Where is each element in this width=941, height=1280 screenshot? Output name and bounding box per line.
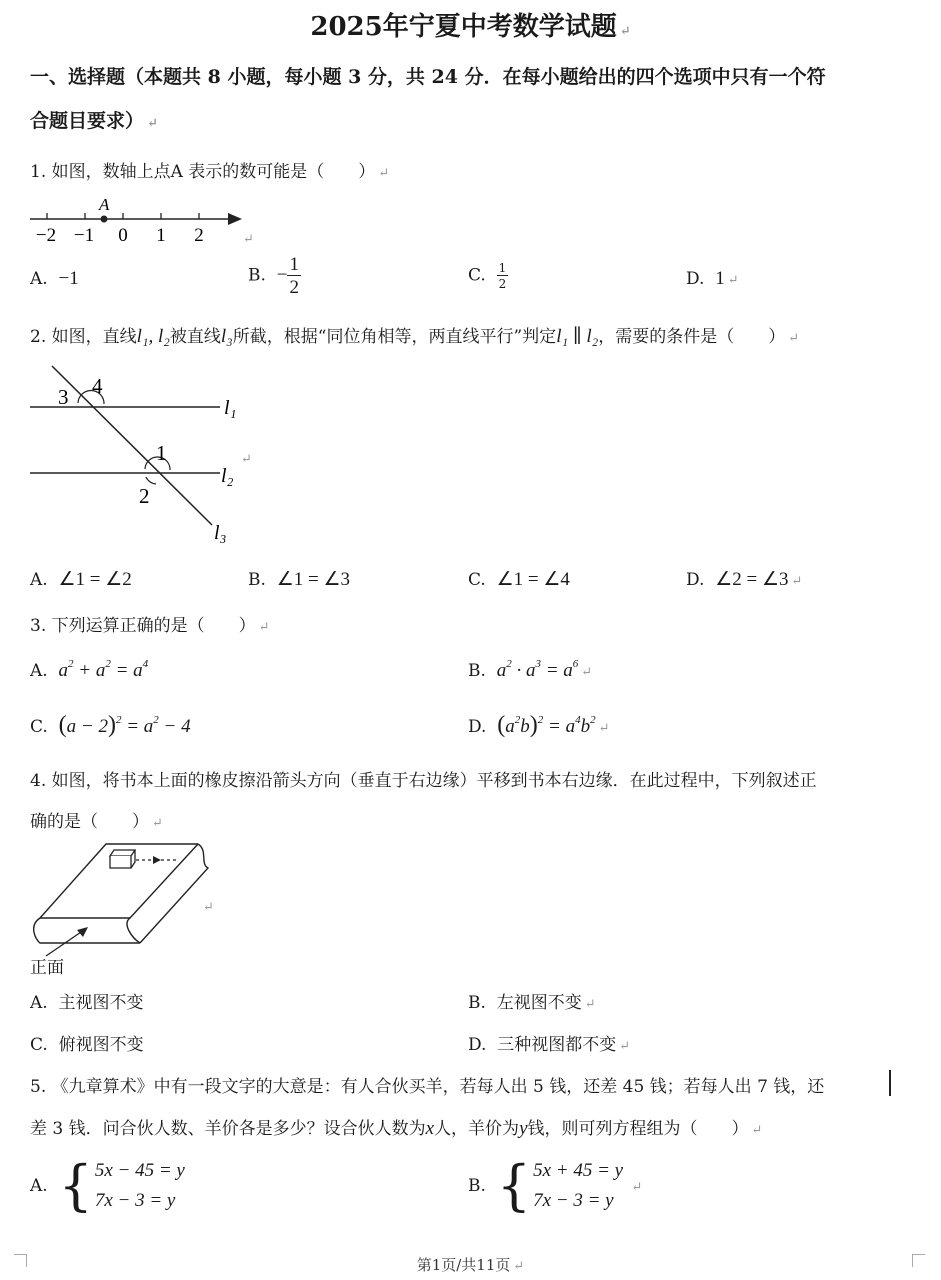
equation-system: { 5x + 45 = y 7x − 3 = y — [496, 1154, 624, 1217]
q2-option-b[interactable]: B. ∠1 = ∠3 — [248, 569, 351, 590]
front-label: 正面 — [30, 958, 64, 978]
question-4-stem-cont: 确的是（ ） ↵ — [30, 812, 163, 832]
line-l3 — [52, 366, 212, 525]
q2-option-c[interactable]: C. ∠1 = ∠4 — [468, 569, 570, 590]
q2-option-a[interactable]: A. ∠1 = ∠2 — [30, 569, 132, 590]
question-5-stem-cont: 差 3 钱．问合伙人数、羊价各是多少？设合伙人数为x人，羊价为y钱，则可列方程组为（ ） ↵ — [30, 1118, 763, 1139]
q3-option-d[interactable]: D. $(a^2b)^2$ = $a^4b^2↵$ — [468, 712, 610, 738]
q5-option-a[interactable]: A. { 5x − 45 = y 7x − 3 = y — [30, 1154, 185, 1217]
number-line-arrow — [228, 213, 242, 225]
q4-option-b[interactable]: B. 左视图不变 ↵ — [468, 993, 596, 1013]
q1-option-b[interactable]: B. − $\frac{1}{2}$ — [248, 254, 299, 298]
return-mark: ↵ — [241, 452, 252, 467]
line-l2-label: l₂ — [221, 465, 234, 487]
question-1-stem: 1. 如图，数轴上点A 表示的数可能是（ ） ↵ — [30, 162, 390, 182]
book-right-side — [140, 844, 208, 943]
question-4-stem: 4. 如图，将书本上面的橡皮擦沿箭头方向（垂直于右边缘）平移到书本右边缘．在此过程中，下列叙述正 — [30, 771, 817, 791]
angle-2-label: 2 — [139, 484, 150, 508]
tick-label: 0 — [118, 225, 128, 246]
eraser-front — [110, 856, 131, 868]
line-l1-label: l₁ — [224, 397, 237, 419]
equation-system: { 5x − 45 = y 7x − 3 = y — [58, 1154, 185, 1217]
page-title: 2025年宁夏中考数学试题 ↵ — [310, 12, 631, 42]
tick-label: 1 — [156, 225, 166, 246]
return-mark: ↵ — [203, 900, 214, 915]
book-front-curve — [127, 918, 140, 943]
tick-label: −1 — [73, 225, 95, 246]
question-2-stem: 2. 如图，直线l₁, l₂被直线l₃所截，根据“同位角相等，两直线平行”判定l₁ ∥ l₂，需要的条件是（ ） ↵ — [30, 326, 800, 347]
point-a — [101, 216, 108, 223]
parallel-lines-figure — [28, 362, 268, 552]
q1-option-c[interactable]: C. $\frac{1}{2}$ — [468, 261, 507, 291]
question-3-stem: 3. 下列运算正确的是（ ） ↵ — [30, 616, 270, 636]
point-a-label: A — [99, 195, 110, 214]
angle-1-label: 1 — [156, 441, 167, 465]
section-heading: 一、选择题（本题共 8 小题，每小题 3 分，共 24 分．在每小题给出的四个选项中只有一个符 — [30, 66, 826, 88]
number-line-figure — [28, 195, 258, 250]
angle-arc — [146, 477, 156, 484]
q1-option-d[interactable]: D. 1 ↵ — [686, 268, 739, 289]
q3-option-b[interactable]: B. $a^2 \cdot a^3$ = $a^6↵$ — [468, 658, 593, 681]
tick-label: 2 — [194, 225, 204, 246]
angle-3-label: 3 — [58, 385, 69, 409]
q5-option-b[interactable]: B. { 5x + 45 = y 7x − 3 = y ↵ — [468, 1154, 643, 1217]
q3-option-a[interactable]: A. $a^2 + a^2 = a^4$ — [30, 658, 149, 681]
q4-option-d[interactable]: D. 三种视图都不变 ↵ — [468, 1035, 631, 1055]
book-front-bottom — [34, 918, 140, 943]
angle-4-label: 4 — [92, 374, 103, 398]
tick-label: −2 — [35, 225, 57, 246]
eraser-top — [110, 850, 135, 856]
question-5-stem: 5. 《九章算术》中有一段文字的大意是：有人合伙买羊，若每人出 5 钱，还差 45 钱；若每人出 7 钱，还 — [30, 1077, 825, 1097]
q4-option-a[interactable]: A. 主视图不变 — [30, 993, 144, 1013]
page-footer: 第1页/共11页 ↵ — [416, 1256, 525, 1274]
q3-option-c[interactable]: C. $(a - 2)^2 = a^2 - 4$ — [30, 712, 191, 738]
return-mark: ↵ — [243, 232, 254, 247]
section-heading-cont: 合题目要求） ↵ — [30, 110, 158, 132]
q1-option-a[interactable]: A. −1 — [30, 268, 79, 289]
line-l3-label: l₃ — [214, 522, 227, 544]
q4-option-c[interactable]: C. 俯视图不变 — [30, 1035, 144, 1055]
text-cursor — [889, 1070, 891, 1096]
q2-option-d[interactable]: D. ∠2 = ∠3 ↵ — [686, 569, 803, 590]
move-arrow-icon — [153, 856, 161, 864]
front-pointer-arrow-icon — [77, 927, 88, 937]
